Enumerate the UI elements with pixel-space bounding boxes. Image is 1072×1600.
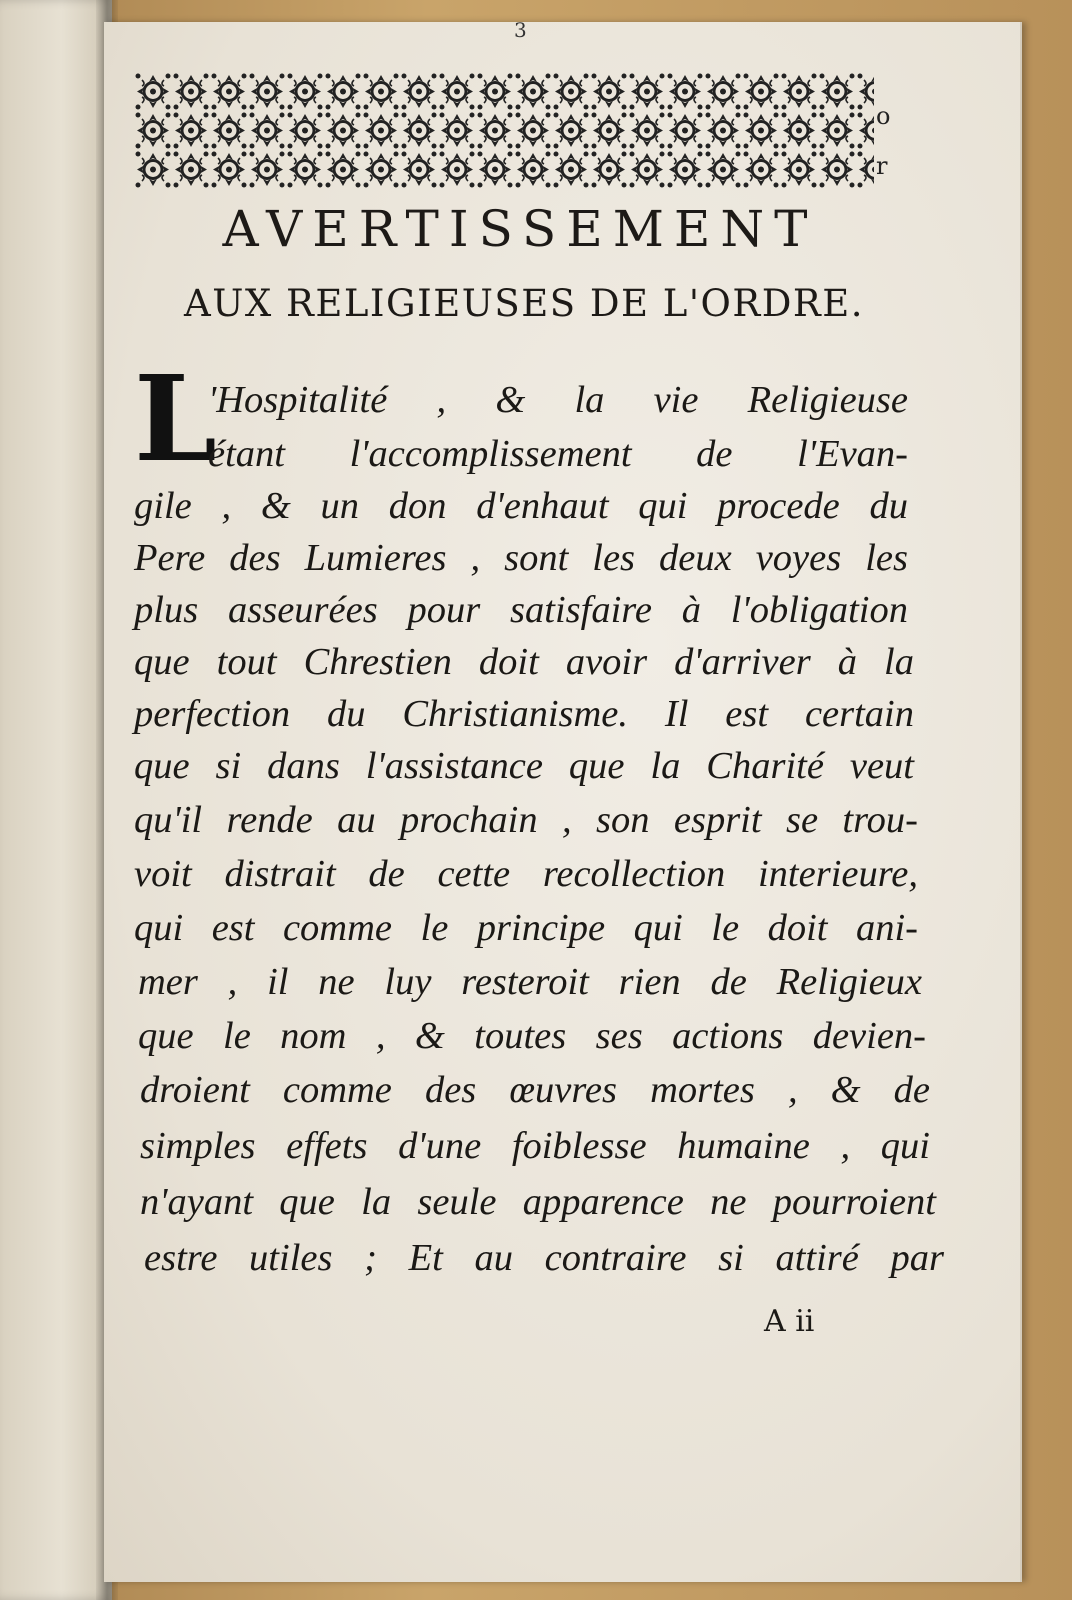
text-line: droient comme des œuvres mortes , & de <box>140 1069 930 1111</box>
ornament-mark-top: o <box>876 102 891 130</box>
text-line: étant l'accomplissement de l'Evan- <box>208 433 908 475</box>
text-line: qui est comme le principe qui le doit ani- <box>134 907 918 949</box>
page-title: AVERTISSEMENT <box>222 200 818 258</box>
text-line: voit distrait de cette recollection interieure, <box>134 853 918 895</box>
drop-cap: L <box>134 349 217 488</box>
text-line: simples effets d'une foiblesse humaine , qui <box>140 1125 930 1167</box>
ornament-mark-bottom: r <box>876 152 888 180</box>
signature-mark: A ii <box>764 1304 815 1339</box>
text-line: estre utiles ; Et au contraire si attiré par <box>144 1237 944 1279</box>
text-line: que si dans l'assistance que la Charité veut <box>134 745 914 787</box>
text-line: que le nom , & toutes ses actions devien- <box>138 1015 926 1057</box>
ornamental-headband <box>134 72 894 190</box>
text-line: que tout Chrestien doit avoir d'arriver à la <box>134 641 914 683</box>
text-line: gile , & un don d'enhaut qui procede du <box>134 485 908 527</box>
text-line: qu'il rende au prochain , son esprit se trou- <box>134 799 918 841</box>
page-number: 3 <box>514 18 527 42</box>
text-line: perfection du Christianisme. Il est certain <box>134 693 914 735</box>
text-line: Pere des Lumieres , sont les deux voyes les <box>134 537 908 579</box>
page-subtitle: AUX RELIGIEUSES DE L'ORDRE. <box>183 282 865 325</box>
text-line: plus asseurées pour satisfaire à l'obligation <box>134 589 908 631</box>
text-line: mer , il ne luy resteroit rien de Religieux <box>138 961 922 1003</box>
text-line: n'ayant que la seule apparence ne pourroient <box>140 1181 936 1223</box>
text-line: 'Hospitalité , & la vie Religieuse <box>208 379 908 421</box>
book-page <box>104 18 1022 1582</box>
